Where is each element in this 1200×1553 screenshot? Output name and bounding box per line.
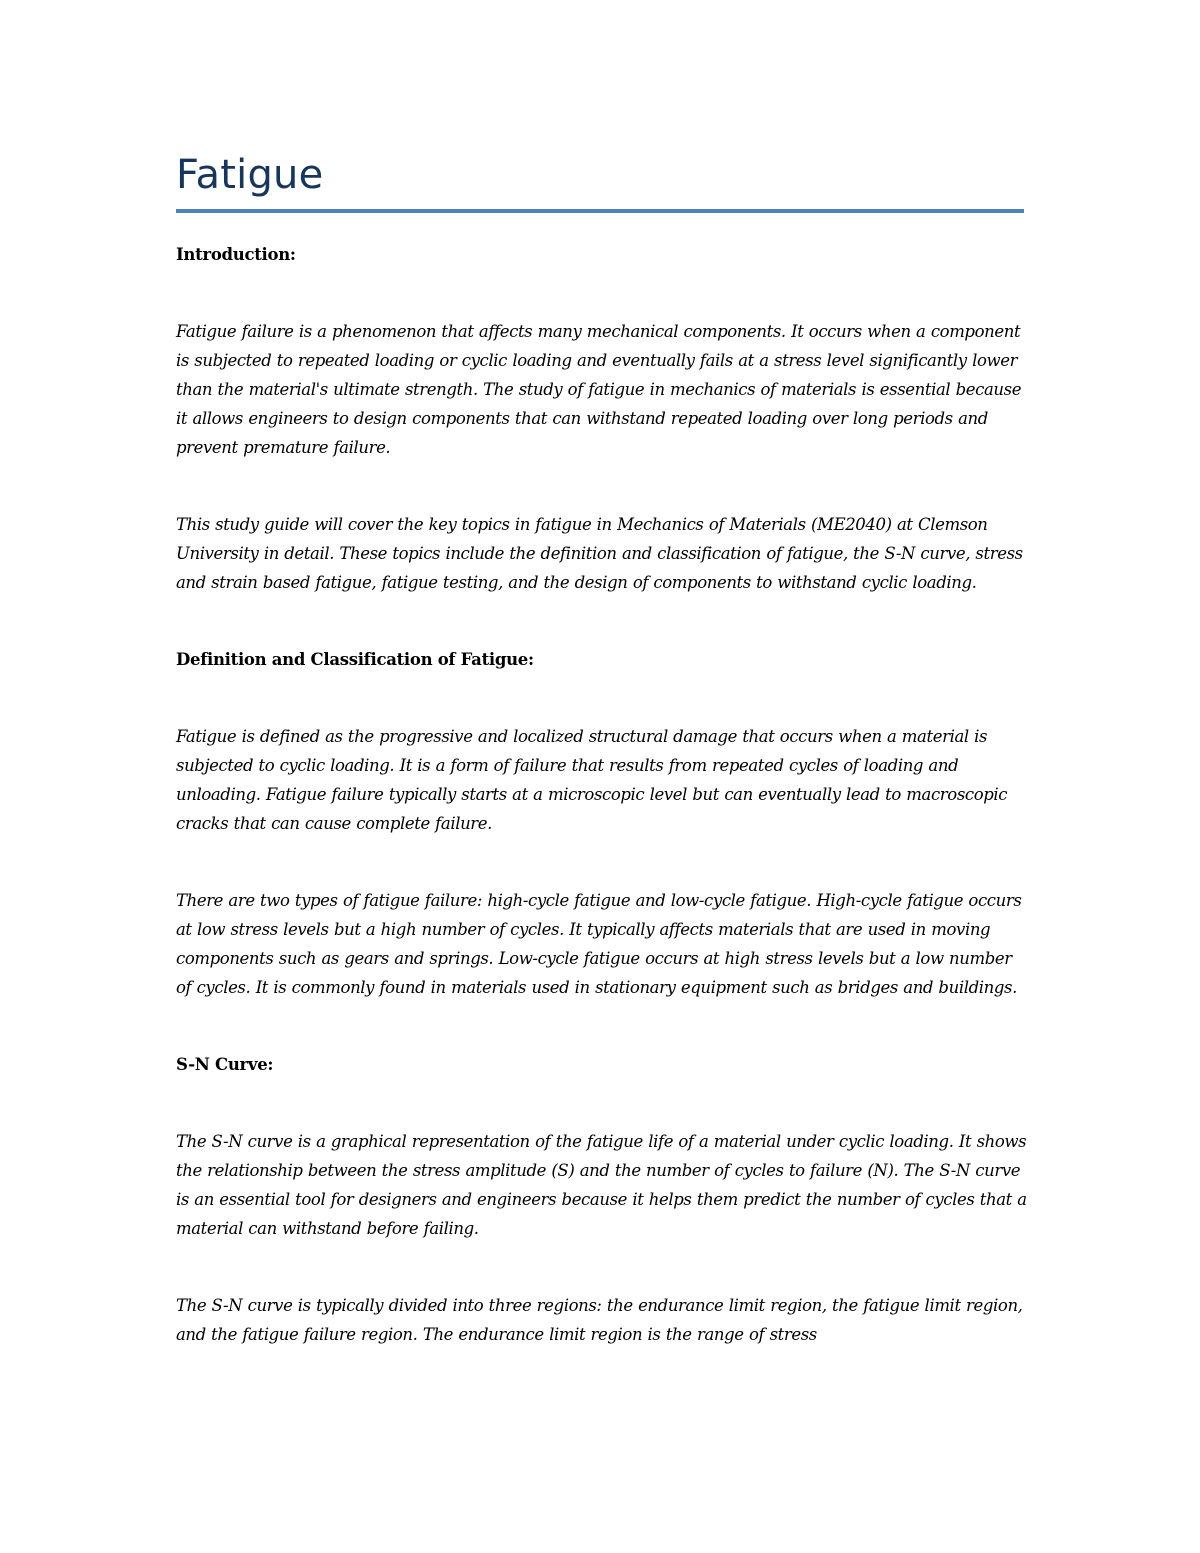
paragraph: Fatigue failure is a phenomenon that affects many mechanical components. It occurs when a component is subjected to repeated loading or cyclic loading and eventually fails at a stress level significantly lower than the material's ultimate strength. The study of fatigue in mechanics of materials is essential because it allows engineers to design components that can withstand repeated loading over long periods and prevent premature failure. xyxy=(176,322,1022,457)
section-heading: S-N Curve: xyxy=(176,1055,274,1074)
paragraph: The S-N curve is a graphical representation of the fatigue life of a material under cyclic loading. It shows the relationship between the stress amplitude (S) and the number of cycles to failure (N). The S-N curve is an essential tool for designers and engineers because it helps them predict the number of cycles that a material can withstand before failing. xyxy=(176,1132,1027,1238)
section-heading: Definition and Classification of Fatigue: xyxy=(176,650,534,669)
paragraph: There are two types of fatigue failure: high-cycle fatigue and low-cycle fatigue. High-cycle fatigue occurs at low stress levels but a high number of cycles. It typically affects materials that are used in moving components such as gears and springs. Low-cycle fatigue occurs at high stress levels but a low number of cycles. It is commonly found in materials used in stationary equipment such as bridges and buildings. xyxy=(176,891,1022,997)
paragraph: Fatigue is defined as the progressive and localized structural damage that occurs when a material is subjected to cyclic loading. It is a form of failure that results from repeated cycles of loading and unloading. Fatigue failure typically starts at a microscopic level but can eventually lead to macroscopic cracks that can cause complete failure. xyxy=(176,727,1008,833)
document-title: Fatigue xyxy=(176,152,324,198)
paragraph: The S-N curve is typically divided into three regions: the endurance limit region, the fatigue limit region, and the fatigue failure region. The endurance limit region is the range of stress xyxy=(176,1296,1023,1344)
section-heading: Introduction: xyxy=(176,245,296,264)
section-sn-curve xyxy=(176,1050,1028,1349)
section-definition-classification xyxy=(176,645,1028,1002)
paragraph: This study guide will cover the key topics in fatigue in Mechanics of Materials (ME2040) at Clemson University in detail. These topics include the definition and classification of fatigue, the S-N curve, stress and strain based fatigue, fatigue testing, and the design of components to withstand cyclic loading. xyxy=(176,515,1023,592)
title-underline xyxy=(176,209,1024,213)
document-body xyxy=(176,240,1028,1349)
section-introduction xyxy=(176,240,1028,597)
